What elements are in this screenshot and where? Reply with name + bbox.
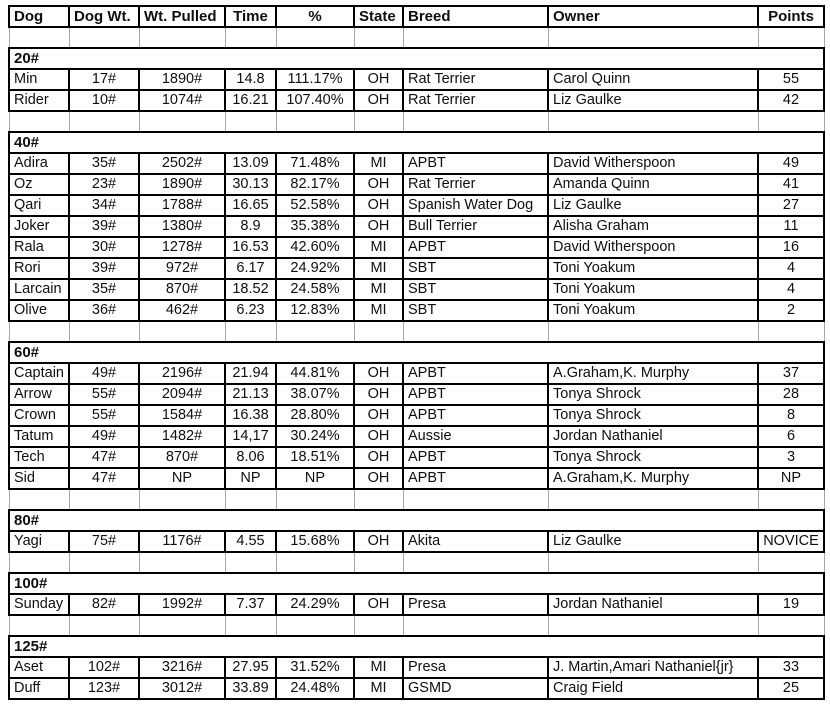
cell-points: 4	[758, 279, 824, 300]
cell-breed: Rat Terrier	[403, 90, 548, 111]
cell-points: 28	[758, 384, 824, 405]
cell-wt-pulled: 1278#	[139, 237, 225, 258]
empty-cell	[354, 111, 403, 132]
cell-owner: A.Graham,K. Murphy	[548, 363, 758, 384]
cell-dog-wt: 39#	[69, 216, 139, 237]
cell-state: OH	[354, 69, 403, 90]
cell-breed: APBT	[403, 384, 548, 405]
cell-percent: 28.80%	[276, 405, 354, 426]
cell-dog-wt: 75#	[69, 531, 139, 552]
empty-cell	[276, 111, 354, 132]
cell-state: OH	[354, 594, 403, 615]
section-label: 40#	[9, 132, 824, 153]
column-header: Dog	[9, 6, 69, 27]
empty-cell	[139, 552, 225, 573]
cell-percent: 24.29%	[276, 594, 354, 615]
empty-cell	[276, 489, 354, 510]
cell-time: 14,17	[225, 426, 276, 447]
table-row	[9, 195, 824, 216]
cell-state: MI	[354, 657, 403, 678]
empty-cell	[403, 615, 548, 636]
table-row	[9, 300, 824, 321]
empty-cell	[139, 111, 225, 132]
table-row	[9, 237, 824, 258]
cell-dog: Larcain	[9, 279, 69, 300]
cell-owner: Toni Yoakum	[548, 300, 758, 321]
column-header: Breed	[403, 6, 548, 27]
empty-cell	[548, 321, 758, 342]
cell-dog-wt: 30#	[69, 237, 139, 258]
cell-dog-wt: 55#	[69, 405, 139, 426]
cell-dog: Rider	[9, 90, 69, 111]
empty-cell	[225, 111, 276, 132]
cell-state: OH	[354, 195, 403, 216]
empty-cell	[354, 27, 403, 48]
cell-breed: APBT	[403, 153, 548, 174]
empty-cell	[548, 615, 758, 636]
cell-breed: Presa	[403, 657, 548, 678]
cell-percent: 31.52%	[276, 657, 354, 678]
cell-owner: Carol Quinn	[548, 69, 758, 90]
cell-dog-wt: 10#	[69, 90, 139, 111]
section-row	[9, 636, 824, 657]
cell-wt-pulled: 972#	[139, 258, 225, 279]
cell-state: OH	[354, 426, 403, 447]
cell-wt-pulled: 2502#	[139, 153, 225, 174]
cell-wt-pulled: 1788#	[139, 195, 225, 216]
cell-points: 3	[758, 447, 824, 468]
cell-dog: Adira	[9, 153, 69, 174]
cell-points: 33	[758, 657, 824, 678]
empty-cell	[548, 552, 758, 573]
cell-dog-wt: 102#	[69, 657, 139, 678]
cell-dog: Crown	[9, 405, 69, 426]
cell-time: 4.55	[225, 531, 276, 552]
results-table	[8, 5, 825, 700]
empty-cell	[139, 615, 225, 636]
cell-dog: Arrow	[9, 384, 69, 405]
table-row	[9, 426, 824, 447]
cell-dog-wt: 82#	[69, 594, 139, 615]
cell-dog: Rori	[9, 258, 69, 279]
cell-owner: David Witherspoon	[548, 237, 758, 258]
cell-wt-pulled: 870#	[139, 447, 225, 468]
cell-owner: David Witherspoon	[548, 153, 758, 174]
cell-state: OH	[354, 531, 403, 552]
cell-points: 49	[758, 153, 824, 174]
empty-cell	[403, 27, 548, 48]
section-label: 80#	[9, 510, 824, 531]
spacer-row	[9, 552, 824, 573]
empty-cell	[548, 111, 758, 132]
cell-dog-wt: 17#	[69, 69, 139, 90]
empty-cell	[758, 111, 824, 132]
cell-wt-pulled: 2196#	[139, 363, 225, 384]
table-row	[9, 678, 824, 699]
cell-owner: Liz Gaulke	[548, 195, 758, 216]
cell-state: MI	[354, 153, 403, 174]
table-row	[9, 531, 824, 552]
cell-dog-wt: 35#	[69, 279, 139, 300]
empty-cell	[354, 552, 403, 573]
cell-owner: Jordan Nathaniel	[548, 426, 758, 447]
cell-points: 27	[758, 195, 824, 216]
cell-points: 11	[758, 216, 824, 237]
cell-dog: Aset	[9, 657, 69, 678]
cell-owner: Tonya Shrock	[548, 384, 758, 405]
empty-cell	[758, 615, 824, 636]
cell-wt-pulled: 462#	[139, 300, 225, 321]
cell-state: MI	[354, 678, 403, 699]
cell-points: 2	[758, 300, 824, 321]
cell-dog: Joker	[9, 216, 69, 237]
cell-points: 37	[758, 363, 824, 384]
cell-state: OH	[354, 363, 403, 384]
cell-dog: Captain	[9, 363, 69, 384]
cell-owner: Jordan Nathaniel	[548, 594, 758, 615]
section-label: 60#	[9, 342, 824, 363]
cell-percent: 71.48%	[276, 153, 354, 174]
cell-breed: Aussie	[403, 426, 548, 447]
cell-points: 16	[758, 237, 824, 258]
cell-dog-wt: 47#	[69, 468, 139, 489]
cell-percent: 44.81%	[276, 363, 354, 384]
cell-breed: APBT	[403, 405, 548, 426]
cell-breed: Spanish Water Dog	[403, 195, 548, 216]
table-row	[9, 69, 824, 90]
empty-cell	[69, 552, 139, 573]
spacer-row	[9, 615, 824, 636]
cell-dog: Oz	[9, 174, 69, 195]
cell-time: 16.65	[225, 195, 276, 216]
cell-owner: Tonya Shrock	[548, 447, 758, 468]
cell-time: 13.09	[225, 153, 276, 174]
cell-state: MI	[354, 237, 403, 258]
cell-state: MI	[354, 258, 403, 279]
cell-dog: Yagi	[9, 531, 69, 552]
section-row	[9, 510, 824, 531]
column-header: Wt. Pulled	[139, 6, 225, 27]
cell-time: 21.94	[225, 363, 276, 384]
cell-time: 16.38	[225, 405, 276, 426]
empty-cell	[758, 489, 824, 510]
cell-percent: 82.17%	[276, 174, 354, 195]
cell-time: 14.8	[225, 69, 276, 90]
cell-percent: 15.68%	[276, 531, 354, 552]
cell-percent: 24.58%	[276, 279, 354, 300]
empty-cell	[276, 27, 354, 48]
spacer-row	[9, 111, 824, 132]
cell-state: OH	[354, 405, 403, 426]
cell-state: OH	[354, 90, 403, 111]
empty-cell	[139, 321, 225, 342]
cell-breed: APBT	[403, 468, 548, 489]
empty-cell	[758, 27, 824, 48]
table-row	[9, 594, 824, 615]
section-row	[9, 342, 824, 363]
cell-percent: 38.07%	[276, 384, 354, 405]
empty-cell	[758, 321, 824, 342]
empty-cell	[548, 27, 758, 48]
header-row	[9, 6, 824, 27]
cell-time: 8.06	[225, 447, 276, 468]
cell-points: 6	[758, 426, 824, 447]
cell-time: NP	[225, 468, 276, 489]
cell-wt-pulled: 1992#	[139, 594, 225, 615]
cell-time: 18.52	[225, 279, 276, 300]
cell-time: 21.13	[225, 384, 276, 405]
cell-dog: Sunday	[9, 594, 69, 615]
cell-time: 8.9	[225, 216, 276, 237]
empty-cell	[69, 489, 139, 510]
table-head	[9, 6, 824, 27]
section-label: 20#	[9, 48, 824, 69]
empty-cell	[225, 489, 276, 510]
cell-owner: J. Martin,Amari Nathaniel{jr}	[548, 657, 758, 678]
cell-state: OH	[354, 468, 403, 489]
column-header: Owner	[548, 6, 758, 27]
cell-wt-pulled: 1890#	[139, 174, 225, 195]
cell-owner: Liz Gaulke	[548, 90, 758, 111]
cell-time: 33.89	[225, 678, 276, 699]
cell-owner: Alisha Graham	[548, 216, 758, 237]
cell-dog: Sid	[9, 468, 69, 489]
empty-cell	[69, 111, 139, 132]
empty-cell	[225, 321, 276, 342]
cell-dog-wt: 49#	[69, 426, 139, 447]
cell-owner: Toni Yoakum	[548, 258, 758, 279]
cell-state: MI	[354, 300, 403, 321]
cell-breed: Akita	[403, 531, 548, 552]
cell-state: OH	[354, 384, 403, 405]
column-header: Time	[225, 6, 276, 27]
cell-points: NOVICE	[758, 531, 824, 552]
cell-breed: APBT	[403, 447, 548, 468]
empty-cell	[9, 321, 69, 342]
cell-state: OH	[354, 174, 403, 195]
cell-dog: Tech	[9, 447, 69, 468]
cell-wt-pulled: 1074#	[139, 90, 225, 111]
empty-cell	[69, 321, 139, 342]
cell-state: OH	[354, 447, 403, 468]
cell-breed: SBT	[403, 279, 548, 300]
cell-percent: 30.24%	[276, 426, 354, 447]
cell-wt-pulled: 1482#	[139, 426, 225, 447]
section-row	[9, 48, 824, 69]
table-row	[9, 657, 824, 678]
table-row	[9, 90, 824, 111]
section-row	[9, 132, 824, 153]
cell-breed: GSMD	[403, 678, 548, 699]
cell-dog-wt: 35#	[69, 153, 139, 174]
column-header: Dog Wt.	[69, 6, 139, 27]
cell-dog: Duff	[9, 678, 69, 699]
cell-points: NP	[758, 468, 824, 489]
cell-dog: Tatum	[9, 426, 69, 447]
empty-cell	[9, 552, 69, 573]
table-row	[9, 363, 824, 384]
table-row	[9, 384, 824, 405]
empty-cell	[354, 615, 403, 636]
cell-state: MI	[354, 279, 403, 300]
column-header: Points	[758, 6, 824, 27]
cell-percent: 12.83%	[276, 300, 354, 321]
empty-cell	[139, 489, 225, 510]
cell-time: 6.23	[225, 300, 276, 321]
cell-breed: SBT	[403, 258, 548, 279]
cell-points: 19	[758, 594, 824, 615]
cell-wt-pulled: 870#	[139, 279, 225, 300]
cell-dog-wt: 23#	[69, 174, 139, 195]
empty-cell	[548, 489, 758, 510]
cell-breed: APBT	[403, 237, 548, 258]
cell-breed: APBT	[403, 363, 548, 384]
cell-owner: Tonya Shrock	[548, 405, 758, 426]
empty-cell	[403, 111, 548, 132]
empty-cell	[9, 111, 69, 132]
cell-percent: 52.58%	[276, 195, 354, 216]
empty-cell	[225, 615, 276, 636]
cell-points: 4	[758, 258, 824, 279]
cell-time: 27.95	[225, 657, 276, 678]
cell-time: 16.53	[225, 237, 276, 258]
table-row	[9, 405, 824, 426]
empty-cell	[69, 27, 139, 48]
cell-dog-wt: 47#	[69, 447, 139, 468]
cell-owner: Craig Field	[548, 678, 758, 699]
cell-points: 25	[758, 678, 824, 699]
table-row	[9, 468, 824, 489]
empty-cell	[276, 321, 354, 342]
cell-points: 55	[758, 69, 824, 90]
empty-cell	[9, 615, 69, 636]
table-row	[9, 447, 824, 468]
cell-dog: Qari	[9, 195, 69, 216]
cell-wt-pulled: 1584#	[139, 405, 225, 426]
cell-wt-pulled: 2094#	[139, 384, 225, 405]
empty-cell	[276, 552, 354, 573]
cell-percent: 107.40%	[276, 90, 354, 111]
empty-cell	[403, 321, 548, 342]
empty-cell	[9, 27, 69, 48]
empty-cell	[354, 489, 403, 510]
cell-breed: SBT	[403, 300, 548, 321]
cell-dog: Min	[9, 69, 69, 90]
cell-breed: Rat Terrier	[403, 69, 548, 90]
empty-cell	[225, 552, 276, 573]
cell-dog-wt: 55#	[69, 384, 139, 405]
cell-time: 16.21	[225, 90, 276, 111]
cell-wt-pulled: 3216#	[139, 657, 225, 678]
empty-cell	[403, 552, 548, 573]
cell-percent: 111.17%	[276, 69, 354, 90]
empty-cell	[758, 552, 824, 573]
cell-percent: 24.92%	[276, 258, 354, 279]
cell-state: OH	[354, 216, 403, 237]
empty-cell	[276, 615, 354, 636]
cell-dog: Rala	[9, 237, 69, 258]
column-header: State	[354, 6, 403, 27]
cell-points: 41	[758, 174, 824, 195]
section-label: 125#	[9, 636, 824, 657]
cell-owner: Liz Gaulke	[548, 531, 758, 552]
table-row	[9, 279, 824, 300]
empty-cell	[139, 27, 225, 48]
empty-cell	[69, 615, 139, 636]
cell-time: 30.13	[225, 174, 276, 195]
cell-dog-wt: 123#	[69, 678, 139, 699]
cell-breed: Bull Terrier	[403, 216, 548, 237]
empty-cell	[403, 489, 548, 510]
cell-percent: 42.60%	[276, 237, 354, 258]
cell-wt-pulled: 3012#	[139, 678, 225, 699]
cell-dog-wt: 49#	[69, 363, 139, 384]
cell-dog-wt: 34#	[69, 195, 139, 216]
cell-dog-wt: 39#	[69, 258, 139, 279]
cell-time: 6.17	[225, 258, 276, 279]
cell-owner: A.Graham,K. Murphy	[548, 468, 758, 489]
cell-owner: Toni Yoakum	[548, 279, 758, 300]
table-row	[9, 258, 824, 279]
spacer-row	[9, 489, 824, 510]
cell-percent: 35.38%	[276, 216, 354, 237]
cell-dog-wt: 36#	[69, 300, 139, 321]
column-header: %	[276, 6, 354, 27]
cell-percent: 24.48%	[276, 678, 354, 699]
empty-cell	[225, 27, 276, 48]
spacer-row	[9, 27, 824, 48]
cell-percent: NP	[276, 468, 354, 489]
cell-owner: Amanda Quinn	[548, 174, 758, 195]
section-label: 100#	[9, 573, 824, 594]
spacer-row	[9, 321, 824, 342]
cell-wt-pulled: 1176#	[139, 531, 225, 552]
cell-breed: Presa	[403, 594, 548, 615]
cell-wt-pulled: NP	[139, 468, 225, 489]
cell-dog: Olive	[9, 300, 69, 321]
table-row	[9, 174, 824, 195]
cell-percent: 18.51%	[276, 447, 354, 468]
table-body	[9, 27, 824, 699]
cell-points: 8	[758, 405, 824, 426]
table-row	[9, 216, 824, 237]
cell-breed: Rat Terrier	[403, 174, 548, 195]
cell-points: 42	[758, 90, 824, 111]
cell-wt-pulled: 1890#	[139, 69, 225, 90]
table-row	[9, 153, 824, 174]
cell-wt-pulled: 1380#	[139, 216, 225, 237]
section-row	[9, 573, 824, 594]
empty-cell	[9, 489, 69, 510]
empty-cell	[354, 321, 403, 342]
cell-time: 7.37	[225, 594, 276, 615]
